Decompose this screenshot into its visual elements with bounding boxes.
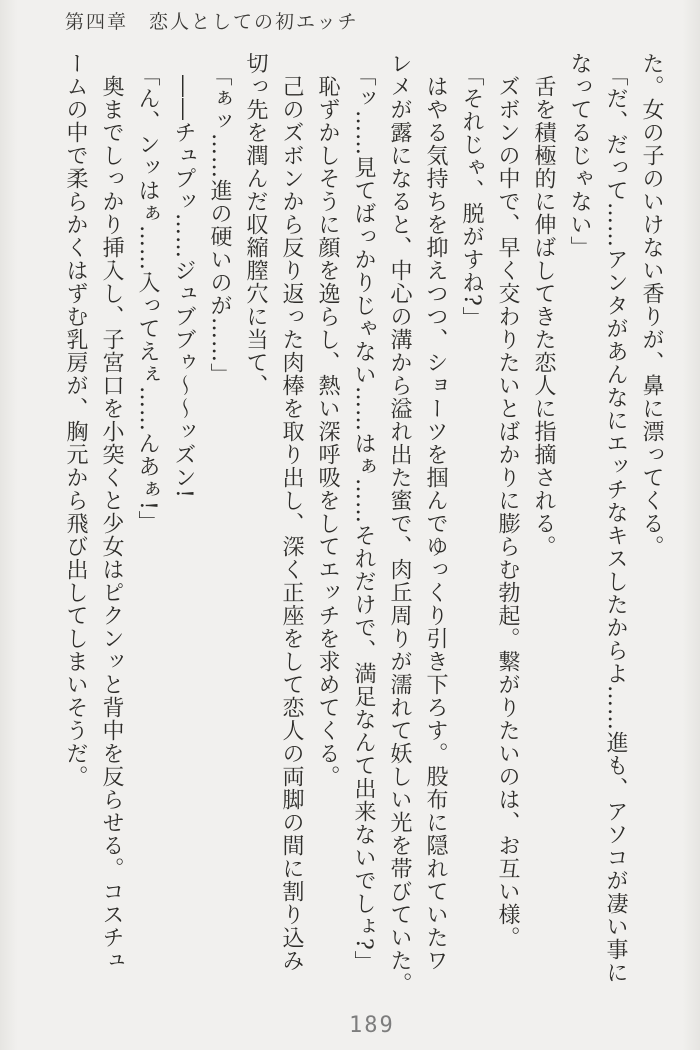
page-number: 189: [349, 1013, 395, 1038]
text-column: 奥までしっかり挿入し、子宮口を小突くと少女はピクンッと背中を反らせる。コスチュ: [99, 52, 124, 972]
text-column: 「だ、だって……アンタがあんなにエッチなキスしたからよ……進も、アソコが凄い事に: [603, 52, 628, 984]
text-column: ズボンの中で、早く交わりたいとばかりに膨らむ勃起。繋がりたいのは、お互い様。: [495, 52, 520, 949]
text-column: 舌を積極的に伸ばしてきた恋人に指摘される。: [531, 52, 556, 558]
text-column: 恥ずかしそうに顔を逸らし、熱い深呼吸をしてエッチを求めてくる。: [315, 52, 340, 788]
text-column: 己のズボンから反り返った肉棒を取り出し、深く正座をして恋人の両脚の間に割り込み: [279, 52, 304, 972]
text-column: 「ぁッ……進の硬いのが……」: [207, 52, 232, 386]
text-column: ――チュプッ……ジュブブゥ〜〜ッズン!: [171, 52, 196, 499]
text-column: 「ん、ンッはぁ……入ってえぇ……んあぁ!」: [135, 52, 160, 534]
text-column: はやる気持ちを抑えつつ、ショーツを掴んでゆっくり引き下ろす。股布に隠れていたワ: [423, 52, 448, 972]
chapter-header: 第四章 恋人としての初エッチ: [65, 11, 359, 33]
text-column: なってるじゃない」: [567, 52, 592, 259]
text-column: 「ッ……見てばっかりじゃない……はぁ……それだけで、満足なんて出来ないでしょ?」: [351, 52, 376, 974]
text-column: 「それじゃ、脱がすね?」: [459, 52, 484, 330]
text-column: 切っ先を潤んだ収縮膣穴に当て、: [243, 52, 268, 397]
text-column: レメが露になると、中心の溝から溢れ出た蜜で、肉丘周りが濡れて妖しい光を帯びていた。: [387, 52, 412, 995]
body-text: [57, 52, 669, 1012]
text-column: た。女の子のいけない香りが、鼻に漂ってくる。: [639, 52, 664, 558]
text-column: ームの中で柔らかくはずむ乳房が、胸元から飛び出してしまいそうだ。: [63, 52, 88, 788]
